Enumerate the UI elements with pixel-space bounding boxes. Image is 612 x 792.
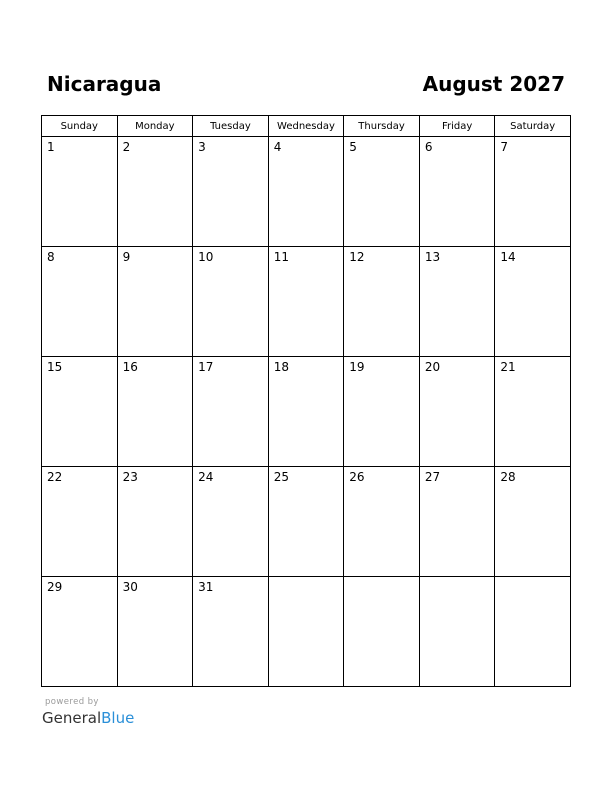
day-cell xyxy=(193,357,269,467)
day-number: 12 xyxy=(349,250,365,264)
week-row xyxy=(42,357,571,467)
day-cell xyxy=(268,577,344,687)
day-cell xyxy=(419,137,495,247)
weekday-header-sunday: Sunday xyxy=(42,116,118,137)
day-number: 25 xyxy=(273,470,289,484)
day-number xyxy=(269,577,344,580)
day-cell xyxy=(419,357,495,467)
day-number: 4 xyxy=(273,140,282,154)
calendar-grid xyxy=(41,115,571,687)
day-number: 18 xyxy=(273,360,289,374)
day-number: 21 xyxy=(500,360,516,374)
day-cell xyxy=(419,467,495,577)
country-title: Nicaragua xyxy=(47,72,162,96)
day-cell xyxy=(344,577,420,687)
day-cell xyxy=(268,467,344,577)
day-cell xyxy=(268,357,344,467)
day-cell xyxy=(495,137,571,247)
day-cell xyxy=(268,137,344,247)
day-cell xyxy=(117,467,193,577)
day-cell xyxy=(117,357,193,467)
day-cell xyxy=(117,247,193,357)
day-number: 10 xyxy=(198,250,214,264)
day-number: 20 xyxy=(424,360,441,374)
day-number: 28 xyxy=(500,470,516,484)
day-number xyxy=(420,577,495,580)
weekday-header-monday: Monday xyxy=(117,116,193,137)
day-cell xyxy=(419,247,495,357)
day-cell xyxy=(344,357,420,467)
day-cell xyxy=(495,467,571,577)
day-number: 17 xyxy=(198,360,214,374)
day-number: 22 xyxy=(47,470,63,484)
day-cell xyxy=(495,247,571,357)
day-number: 15 xyxy=(47,360,63,374)
weekday-header-wednesday: Wednesday xyxy=(268,116,344,137)
day-cell xyxy=(344,137,420,247)
day-cell xyxy=(268,247,344,357)
day-cell xyxy=(42,577,118,687)
day-number: 19 xyxy=(349,360,365,374)
day-cell xyxy=(495,357,571,467)
weekday-header-saturday: Saturday xyxy=(495,116,571,137)
powered-by-text: powered by xyxy=(45,697,99,707)
day-cell xyxy=(42,467,118,577)
day-number: 11 xyxy=(273,250,289,264)
day-number: 14 xyxy=(500,250,516,264)
weekday-header-row xyxy=(42,116,571,137)
day-number: 8 xyxy=(47,250,55,264)
day-cell xyxy=(42,357,118,467)
day-cell xyxy=(193,467,269,577)
month-year-title: August 2027 xyxy=(422,72,565,96)
day-number: 31 xyxy=(198,580,214,594)
day-number xyxy=(495,577,570,580)
day-number: 27 xyxy=(424,470,441,484)
day-number: 30 xyxy=(122,580,138,594)
weekday-header-friday: Friday xyxy=(419,116,495,137)
day-number: 26 xyxy=(349,470,365,484)
day-cell xyxy=(42,247,118,357)
brand-blue-text: Blue xyxy=(101,709,135,727)
week-row xyxy=(42,137,571,247)
week-row xyxy=(42,577,571,687)
day-cell xyxy=(193,247,269,357)
week-row xyxy=(42,467,571,577)
day-cell xyxy=(193,137,269,247)
day-cell xyxy=(193,577,269,687)
day-number: 23 xyxy=(122,470,138,484)
day-cell xyxy=(117,577,193,687)
weekday-header-tuesday: Tuesday xyxy=(193,116,269,137)
day-number xyxy=(344,577,419,580)
day-number: 6 xyxy=(424,140,433,154)
day-cell xyxy=(344,247,420,357)
day-number: 3 xyxy=(198,140,206,154)
brand-general-text: General xyxy=(42,709,102,727)
day-number: 29 xyxy=(47,580,63,594)
generalblue-logo[interactable] xyxy=(42,708,134,728)
day-cell xyxy=(117,137,193,247)
day-number: 16 xyxy=(122,360,138,374)
day-cell xyxy=(419,577,495,687)
day-number: 9 xyxy=(122,250,131,264)
day-cell xyxy=(42,137,118,247)
day-number: 13 xyxy=(424,250,441,264)
day-number: 1 xyxy=(47,140,55,154)
day-number: 5 xyxy=(349,140,357,154)
week-row xyxy=(42,247,571,357)
day-number: 7 xyxy=(500,140,509,154)
day-cell xyxy=(495,577,571,687)
weekday-header-thursday: Thursday xyxy=(344,116,420,137)
day-cell xyxy=(344,467,420,577)
day-number: 24 xyxy=(198,470,214,484)
day-number: 2 xyxy=(122,140,131,154)
